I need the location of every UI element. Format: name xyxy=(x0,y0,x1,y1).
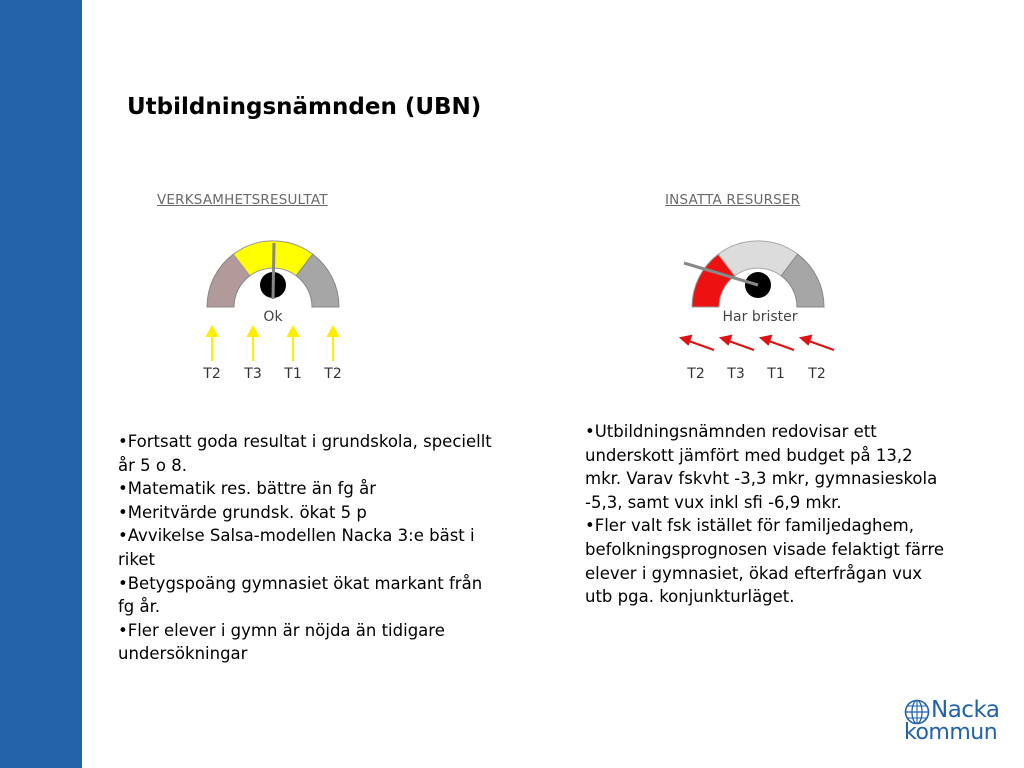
gauge-2-trend-label: T2 xyxy=(808,366,826,382)
list-item: • Meritvärde grundsk. ökat 5 p xyxy=(118,501,498,525)
right-bullet-list xyxy=(585,420,945,609)
list-item: • Fler elever i gymn är nöjda än tidigare undersökningar xyxy=(118,619,498,666)
left-bullet-list xyxy=(118,430,498,666)
list-item: • Avvikelse Salsa-modellen Nacka 3:e bäst i riket xyxy=(118,524,498,571)
trend-arrow-head-icon xyxy=(328,327,338,336)
gauge-1-trend-arrows xyxy=(190,325,360,365)
gauge-2-dial xyxy=(680,215,836,315)
gauge-1-status: Ok xyxy=(263,309,283,325)
gauge-2-label: INSATTA RESURSER xyxy=(665,192,801,208)
trend-arrow-head-icon xyxy=(288,327,298,336)
gauge-1-label: VERKSAMHETSRESULTAT xyxy=(157,192,328,208)
trend-arrow-head-icon xyxy=(248,327,258,336)
trend-arrow-head-icon xyxy=(207,327,217,336)
list-item: • Utbildningsnämnden redovisar ett underskott jämfört med budget på 13,2 mkr. Varav fskvht -3,3 mkr, gymnasieskola -5,3, samt vux inkl sfi -6,9 mkr. xyxy=(585,420,945,514)
gauge-2-trend-label: T1 xyxy=(767,366,785,382)
trend-arrow-down-icon xyxy=(686,340,714,350)
list-item: • Matematik res. bättre än fg år xyxy=(118,477,498,501)
gauge-1-trend-label: T2 xyxy=(324,366,342,382)
trend-arrow-head-icon xyxy=(681,336,691,344)
gauge-2-trend-label: T2 xyxy=(687,366,705,382)
trend-arrow-down-icon xyxy=(806,340,834,350)
gauge-1-trend-label: T3 xyxy=(244,366,262,382)
trend-arrow-down-icon xyxy=(766,340,794,350)
nacka-kommun-logo xyxy=(904,698,1008,748)
side-accent-bar xyxy=(0,0,82,768)
logo-text-line2: kommun xyxy=(904,720,998,745)
gauge-1-trend-label: T2 xyxy=(203,366,221,382)
page-title: Utbildningsnämnden (UBN) xyxy=(127,94,482,120)
list-item: • Fortsatt goda resultat i grundskola, speciellt år 5 o 8. xyxy=(118,430,498,477)
gauge-1-trend-label: T1 xyxy=(284,366,302,382)
list-item: • Betygspoäng gymnasiet ökat markant från fg år. xyxy=(118,572,498,619)
trend-arrow-head-icon xyxy=(721,336,731,344)
list-item: • Fler valt fsk istället för familjedaghem, befolkningsprognosen visade felaktigt färre elever i gymnasiet, ökad efterfrågan vux utb pga. konjunkturläget. xyxy=(585,514,945,608)
gauge-2-status: Har brister xyxy=(722,309,798,325)
trend-arrow-head-icon xyxy=(761,336,771,344)
gauge-2-trend-arrows xyxy=(676,330,846,358)
trend-arrow-down-icon xyxy=(726,340,754,350)
gauge-2-trend-label: T3 xyxy=(727,366,745,382)
logo-text-line1: Nacka xyxy=(931,697,1000,723)
gauge-1-dial xyxy=(195,215,351,315)
trend-arrow-head-icon xyxy=(801,336,811,344)
